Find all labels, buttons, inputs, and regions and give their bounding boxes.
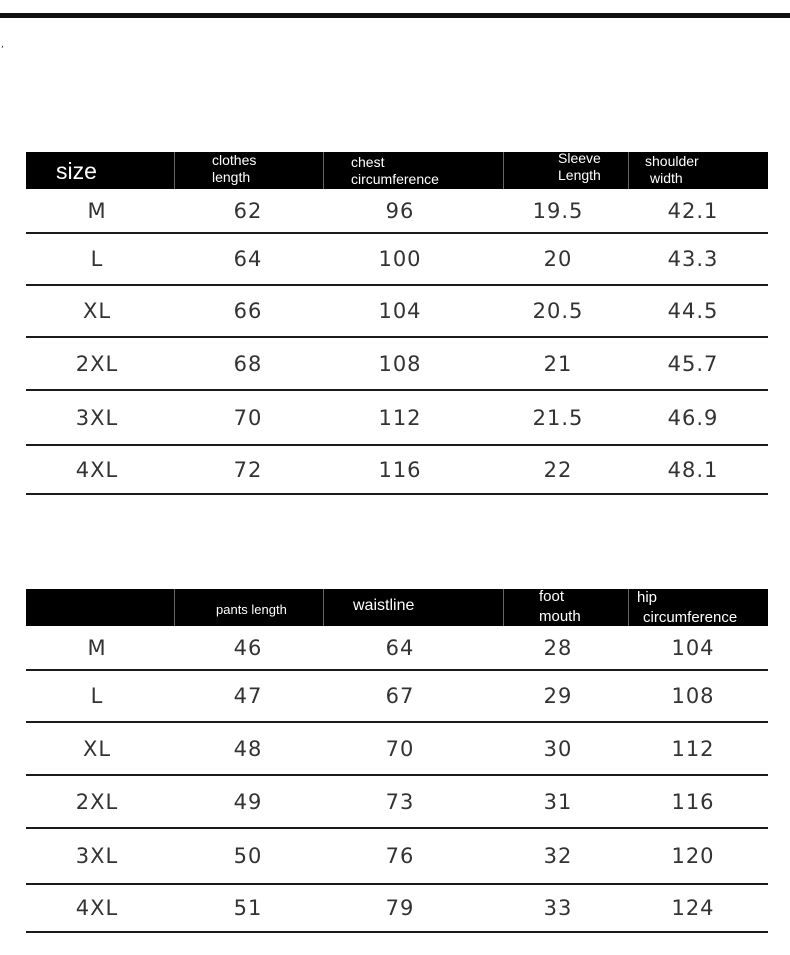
value-cell: 67 — [385, 684, 415, 708]
header-label: clothes — [212, 152, 257, 168]
value-cell: 124 — [671, 896, 715, 920]
header-separator — [174, 152, 175, 189]
header-cell-col4 — [637, 588, 737, 625]
header-label: width — [650, 170, 683, 186]
value-cell: 49 — [233, 789, 263, 814]
value-cell: 112 — [378, 405, 422, 430]
header-label: shoulder — [645, 153, 699, 169]
size-cell: 2XL — [75, 351, 119, 376]
value-cell: 31 — [543, 789, 573, 814]
value-cell: 70 — [233, 405, 263, 430]
table-row — [26, 723, 768, 776]
size-cell: L — [90, 247, 104, 271]
table-row — [26, 286, 768, 338]
size-cell: M — [87, 635, 107, 660]
header-cell-col4 — [645, 153, 699, 190]
value-cell: 20 — [543, 247, 573, 271]
table-row — [26, 885, 768, 933]
value-cell: 30 — [543, 736, 573, 761]
table-row — [26, 446, 768, 495]
header-separator — [628, 152, 629, 189]
header-cell-col2 — [351, 154, 439, 191]
header-separator — [628, 589, 629, 626]
size-cell: 4XL — [75, 896, 119, 920]
size-cell: 3XL — [75, 405, 119, 430]
value-cell: 70 — [385, 736, 415, 761]
value-cell: 43.3 — [667, 247, 719, 271]
table-header — [26, 589, 768, 626]
value-cell: 46 — [233, 635, 263, 660]
value-cell: 112 — [671, 736, 715, 761]
value-cell: 73 — [385, 789, 415, 814]
value-cell: 120 — [671, 844, 715, 868]
value-cell: 28 — [543, 635, 573, 660]
header-separator — [323, 589, 324, 626]
header-separator — [503, 152, 504, 189]
header-label: waistline — [353, 597, 415, 614]
table-row — [26, 189, 768, 234]
header-separator — [503, 589, 504, 626]
value-cell: 72 — [233, 457, 263, 482]
header-separator — [174, 589, 175, 626]
value-cell: 104 — [671, 635, 715, 660]
value-cell: 46.9 — [667, 405, 719, 430]
bottom-size-table — [26, 589, 768, 933]
header-cell-col1 — [212, 152, 256, 189]
top-divider-bar — [0, 13, 790, 18]
table-row — [26, 626, 768, 671]
table-header — [26, 152, 768, 189]
size-cell: L — [90, 684, 104, 708]
header-label: length — [212, 169, 251, 185]
size-cell: 3XL — [75, 844, 119, 868]
header-label: Length — [558, 167, 601, 183]
header-label: Sleeve — [558, 150, 601, 166]
value-cell: 108 — [378, 351, 422, 376]
value-cell: 96 — [385, 198, 415, 223]
header-label: size — [56, 158, 97, 184]
value-cell: 21 — [543, 351, 573, 376]
table-row — [26, 234, 768, 286]
value-cell: 108 — [671, 684, 715, 708]
table-row — [26, 338, 768, 391]
header-label: hip — [637, 589, 658, 606]
header-label: chest — [351, 154, 385, 170]
table-body — [26, 626, 768, 933]
header-separator — [323, 152, 324, 189]
value-cell: 64 — [233, 247, 263, 271]
value-cell: 33 — [543, 896, 573, 920]
value-cell: 47 — [233, 684, 263, 708]
value-cell: 48.1 — [667, 457, 719, 482]
header-label: circumference — [351, 171, 439, 187]
header-cell-col3 — [539, 587, 581, 624]
value-cell: 100 — [378, 247, 422, 271]
value-cell: 48 — [233, 736, 263, 761]
value-cell: 45.7 — [667, 351, 719, 376]
header-label: foot — [539, 588, 565, 605]
value-cell: 50 — [233, 844, 263, 868]
value-cell: 21.5 — [532, 405, 584, 430]
value-cell: 64 — [385, 635, 415, 660]
header-label: mouth — [539, 608, 581, 625]
size-cell: XL — [82, 736, 112, 761]
value-cell: 116 — [671, 789, 715, 814]
table-row — [26, 829, 768, 885]
header-cell-col3 — [558, 150, 601, 187]
size-cell: M — [87, 198, 107, 223]
value-cell: 20.5 — [532, 299, 584, 323]
header-label: pants length — [216, 602, 287, 617]
value-cell: 116 — [378, 457, 422, 482]
value-cell: 42.1 — [667, 198, 719, 223]
value-cell: 44.5 — [667, 299, 719, 323]
top-size-table — [26, 152, 768, 495]
value-cell: 104 — [378, 299, 422, 323]
value-cell: 19.5 — [532, 198, 584, 223]
value-cell: 68 — [233, 351, 263, 376]
value-cell: 79 — [385, 896, 415, 920]
table-body — [26, 189, 768, 495]
value-cell: 66 — [233, 299, 263, 323]
table-row — [26, 671, 768, 723]
value-cell: 29 — [543, 684, 573, 708]
value-cell: 62 — [233, 198, 263, 223]
table-row — [26, 776, 768, 829]
table-row — [26, 391, 768, 446]
stray-mark: , — [1, 40, 4, 50]
value-cell: 51 — [233, 896, 263, 920]
value-cell: 22 — [543, 457, 573, 482]
size-cell: 2XL — [75, 789, 119, 814]
value-cell: 76 — [385, 844, 415, 868]
value-cell: 32 — [543, 844, 573, 868]
size-cell: 4XL — [75, 457, 119, 482]
size-cell: XL — [82, 299, 112, 323]
header-label: circumference — [643, 609, 738, 626]
